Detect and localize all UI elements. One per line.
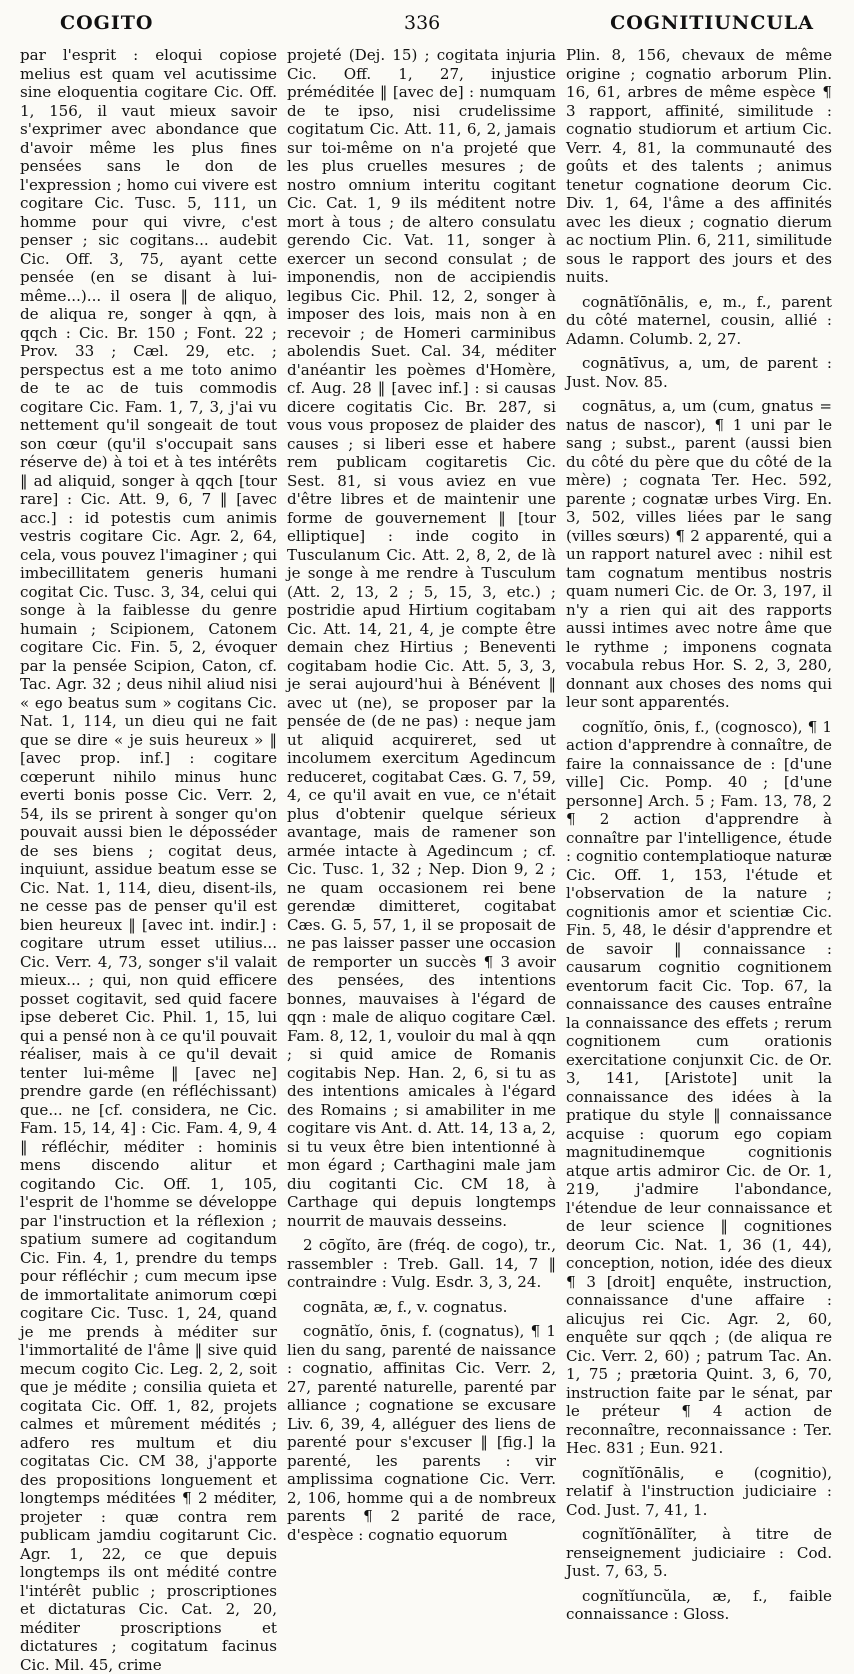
dictionary-entry: cognātĭo, ōnis, f. (cognatus), ¶ 1 lien du sang, parenté de naissance : cognatio, affinitas Cic. Verr. 2, 27, parenté naturelle, parenté par alliance ; cognatione se excusare Liv. 6, 39, 4, alléguer des liens de parenté pour s'excuser ‖ [fig.] la parenté, les parents : vir amplissima cognatione Cic. Verr. 2, 106, homme qui a de nombreux parents ¶ 2 parité de race, d'espèce : cognatio equorum: [287, 1322, 556, 1544]
page-header: [0, 6, 854, 40]
dictionary-entry: cognĭtĭōnālĭter, à titre de renseignement judiciaire : Cod. Just. 7, 63, 5.: [566, 1525, 832, 1580]
dictionary-entry: cognāta, æ, f., v. cognatus.: [303, 1297, 508, 1316]
left-headword: COGITO: [60, 12, 154, 34]
dictionary-entry: cognātīvus, a, um, de parent : Just. Nov. 85.: [566, 354, 832, 391]
dictionary-entry: cognātĭōnālis, e, m., f., parent du côté maternel, cousin, allié : Adamn. Columb. 2, 27.: [566, 292, 832, 348]
dictionary-entry: Plin. 8, 156, chevaux de même origine ; cognatio arborum Plin. 16, 61, arbres de même espèce ¶ 3 rapport, affinité, similitude : cognatio studiorum et artium Cic. Verr. 4, 81, la communauté des goûts et des talents ; animus tenetur cognatione deorum Cic. Div. 1, 64, l'âme a des affinités avec les dieux ; cognatio dierum ac noctium Plin. 6, 211, similitude sous le rapport des jours et des nuits.: [566, 46, 832, 286]
dictionary-entry: par l'esprit : eloqui copiose melius est quam vel acutissime sine eloquentia cogitare Cic. Off. 1, 156, il vaut mieux savoir s'exprimer avec abondance que d'avoir même les plus fines pensées sans le don de l'expression ; homo cui vivere est cogitare Cic. Tusc. 5, 111, un homme pour qui vivre, c'est penser ; sic cogitans... audebit Cic. Off. 3, 75, ayant cette pensée (en se disant à lui-même...)... il osera ‖ de aliquo, de aliqua re, songer à qqn, à qqch : Cic. Br. 150 ; Font. 22 ; Prov. 33 ; Cæl. 29, etc. ; perspectus est a me toto animo de te ac de tuis commodis cogitare Cic. Fam. 1, 7, 3, j'ai vu nettement qu'il songeait de tout son cœur (qu'il s'occupait sans réserve de) à toi et à tes intérêts ‖ ad aliquid, songer à qqch [tour rare] : Cic. Att. 9, 6, 7 ‖ [avec acc.] : id potestis cum animis vestris cogitare Cic. Agr. 2, 64, cela, vous pouvez l'imaginer ; qui imbecillitatem generis humani cogitat Cic. Tusc. 3, 34, celui qui songe à la faiblesse du genre humain ; Scipionem, Catonem cogitare Cic. Fin. 5, 2, évoquer par la pensée Scipion, Caton, cf. Tac. Agr. 32 ; deus nihil aliud nisi « ego beatus sum » cogitans Cic. Nat. 1, 114, un dieu qui ne fait que se dire « je suis heureux » ‖ [avec prop. inf.] : cogitare cœperunt nihilo minus hunc everti bonis posse Cic. Verr. 2, 54, ils se prirent à songer qu'on pouvait aussi bien le déposséder de ses biens ; cogitat deus, inquiunt, assidue beatum esse se Cic. Nat. 1, 114, dieu, disent-ils, ne cesse pas de penser qu'il est bien heureux ‖ [avec int. indir.] : cogitare utrum esset utilius... Cic. Verr. 4, 73, songer s'il valait mieux... ; qui, non quid efficere posset cogitavit, sed quid facere ipse deberet Cic. Phil. 1, 15, lui qui a pensé non à ce qu'il pouvait réaliser, mais à ce qu'il devait tenter lui-même ‖ [avec ne] prendre garde (en réfléchissant) que... ne [cf. considera, ne Cic. Fam. 15, 14, 4] : Cic. Fam. 4, 9, 4 ‖ réfléchir, méditer : hominis mens discendo alitur et cogitando Cic. Off. 1, 105, l'esprit de l'homme se développe par l'instruction et la réflexion ; spatium sumere ad cogitandum Cic. Fin. 4, 1, prendre du temps pour réfléchir ; cum mecum ipse de immortalitate animorum cœpi cogitare Cic. Tusc. 1, 24, quand je me prends à méditer sur l'immortalité de l'âme ‖ sive quid mecum cogito Cic. Leg. 2, 2, soit que je médite ; consilia quieta et cogitata Cic. Off. 1, 82, projets calmes et mûrement médités ; adfero res multum et diu cogitatas Cic. CM 38, j'apporte des propositions longuement et longtemps méditées ¶ 2 méditer, projeter : quæ contra rem publicam jamdiu cogitarunt Cic. Agr. 1, 22, ce que depuis longtemps ils ont médité contre l'intérêt public ; proscriptiones et dictaturas Cic. Cat. 2, 20, méditer proscriptions et dictatures ; cogitatum facinus Cic. Mil. 45, crime: [20, 46, 277, 1674]
dictionary-entry: cognĭtĭōnālis, e (cognitio), relatif à l'instruction judiciaire : Cod. Just. 7, 41, 1.: [566, 1463, 832, 1519]
dictionary-entry: cognātus, a, um (cum, gnatus = natus de nascor), ¶ 1 uni par le sang ; subst., parent (aussi bien du côté du père que du côté de la mère) ; cognata Ter. Hec. 592, parente ; cognatæ urbes Virg. En. 3, 502, villes liées par le sang (villes sœurs) ¶ 2 apparenté, qui a un rapport naturel avec : nihil est tam cognatum mentibus nostris quam numeri Cic. de Or. 3, 197, il n'y a rien qui ait des rapports aussi intimes avec notre âme que le rythme ; imponens cognata vocabula rebus Hor. S. 2, 3, 280, donnant aux choses des noms qui leur sont apparentés.: [566, 397, 832, 711]
column-2: [287, 46, 556, 1544]
dictionary-entry: cognĭtĭo, ōnis, f., (cognosco), ¶ 1 action d'apprendre à connaître, de faire la connaissance de : [d'une ville] Cic. Pomp. 40 ; [d'une personne] Arch. 5 ; Fam. 13, 78, 2 ¶ 2 action d'apprendre à connaître par l'intelligence, étude : cognitio contemplatioque naturæ Cic. Off. 1, 153, l'étude et l'observation de la nature ; cognitionis amor et scientiæ Cic. Fin. 5, 48, le désir d'apprendre et de savoir ‖ connaissance : causarum cognitio cognitionem eventorum facit Cic. Top. 67, la connaissance des causes entraîne la connaissance des effets ; rerum cognitionem cum orationis exercitatione conjunxit Cic. de Or. 3, 141, [Aristote] unit la connaissance des idées à la pratique du style ‖ connaissance acquise : quorum ego copiam magnitudinemque cognitionis atque artis admiror Cic. de Or. 1, 219, j'admire l'abondance, l'étendue de leur connaissance et de leur science ‖ cognitiones deorum Cic. Nat. 1, 36 (1, 44), conception, notion, idée des dieux ¶ 3 [droit] enquête, instruction, connaissance d'une affaire : alicujus rei Cic. Agr. 2, 60, enquête sur qqch ; (de aliqua re Cic. Verr. 2, 60) ; patrum Tac. An. 1, 75 ; prætoria Quint. 3, 6, 70, instruction faite par le sénat, par le préteur ¶ 4 action de reconnaître, reconnaissance : Ter. Hec. 831 ; Eun. 921.: [566, 717, 832, 1457]
dictionary-entry: 2 cōgĭto, āre (fréq. de cogo), tr., rassembler : Treb. Gall. 14, 7 ‖ contraindre : Vulg. Esdr. 3, 3, 24.: [287, 1236, 556, 1291]
page-number: 336: [404, 12, 441, 34]
column-1: [8, 46, 277, 1674]
dictionary-entry: cognĭtĭuncŭla, æ, f., faible connaissance : Gloss.: [566, 1586, 832, 1623]
column-3: [566, 46, 832, 1623]
right-headword: COGNITIUNCULA: [610, 12, 814, 34]
text-columns: [8, 46, 854, 1674]
dictionary-entry: projeté (Dej. 15) ; cogitata injuria Cic. Off. 1, 27, injustice préméditée ‖ [avec de] : numquam de te ipso, nisi crudelissime cogitatum Cic. Att. 11, 6, 2, jamais sur toi-même on n'a projeté que les plus cruelles mesures ; de nostro omnium interitu cogitant Cic. Cat. 1, 9 ils méditent notre mort à tous ; de altero consulatu gerendo Cic. Vat. 11, songer à exercer un second consulat ; de imponendis, non de accipiendis legibus Cic. Phil. 12, 2, songer à imposer des lois, mais non à en recevoir ; de Homeri carminibus abolendis Suet. Cal. 34, méditer d'anéantir les poèmes d'Homère, cf. Aug. 28 ‖ [avec inf.] : si causas dicere cogitatis Cic. Br. 287, si vous vous proposez de plaider des causes ; si liberi esse et habere rem publicam cogitaretis Cic. Sest. 81, si vous aviez en vue d'être libres et de maintenir une forme de gouvernement ‖ [tour elliptique] : inde cogito in Tusculanum Cic. Att. 2, 8, 2, de là je songe à me rendre à Tusculum (Att. 2, 13, 2 ; 5, 15, 3, etc.) ; postridie apud Hirtium cogitabam Cic. Att. 14, 21, 4, je compte être demain chez Hirtius ; Beneventi cogitabam hodie Cic. Att. 5, 3, 3, je serai aujourd'hui à Bénévent ‖ avec ut (ne), se proposer par la pensée de (de ne pas) : neque jam ut aliquid acquireret, sed ut incolumem exercitum Agedincum reduceret, cogitabat Cæs. G. 7, 59, 4, ce qu'il avait en vue, ce n'était plus d'obtenir quelque sérieux avantage, mais de ramener son armée intacte à Agedincum ; cf. Cic. Tusc. 1, 32 ; Nep. Dion 9, 2 ; ne quam occasionem rei bene gerendæ dimitteret, cogitabat Cæs. G. 5, 57, 1, il se proposait de ne pas laisser passer une occasion de remporter un succès ¶ 3 avoir des pensées, des intentions bonnes, mauvaises à l'égard de qqn : male de aliquo cogitare Cæl. Fam. 8, 12, 1, vouloir du mal à qqn ; si quid amice de Romanis cogitabis Nep. Han. 2, 6, si tu as des intentions amicales à l'égard des Romains ; si amabiliter in me cogitare vis Ant. d. Att. 14, 13 a, 2, si tu veux être bien intentionné à mon égard ; Carthagini male jam diu cogitanti Cic. CM 18, à Carthage qui depuis longtemps nourrit de mauvais desseins.: [287, 46, 556, 1230]
